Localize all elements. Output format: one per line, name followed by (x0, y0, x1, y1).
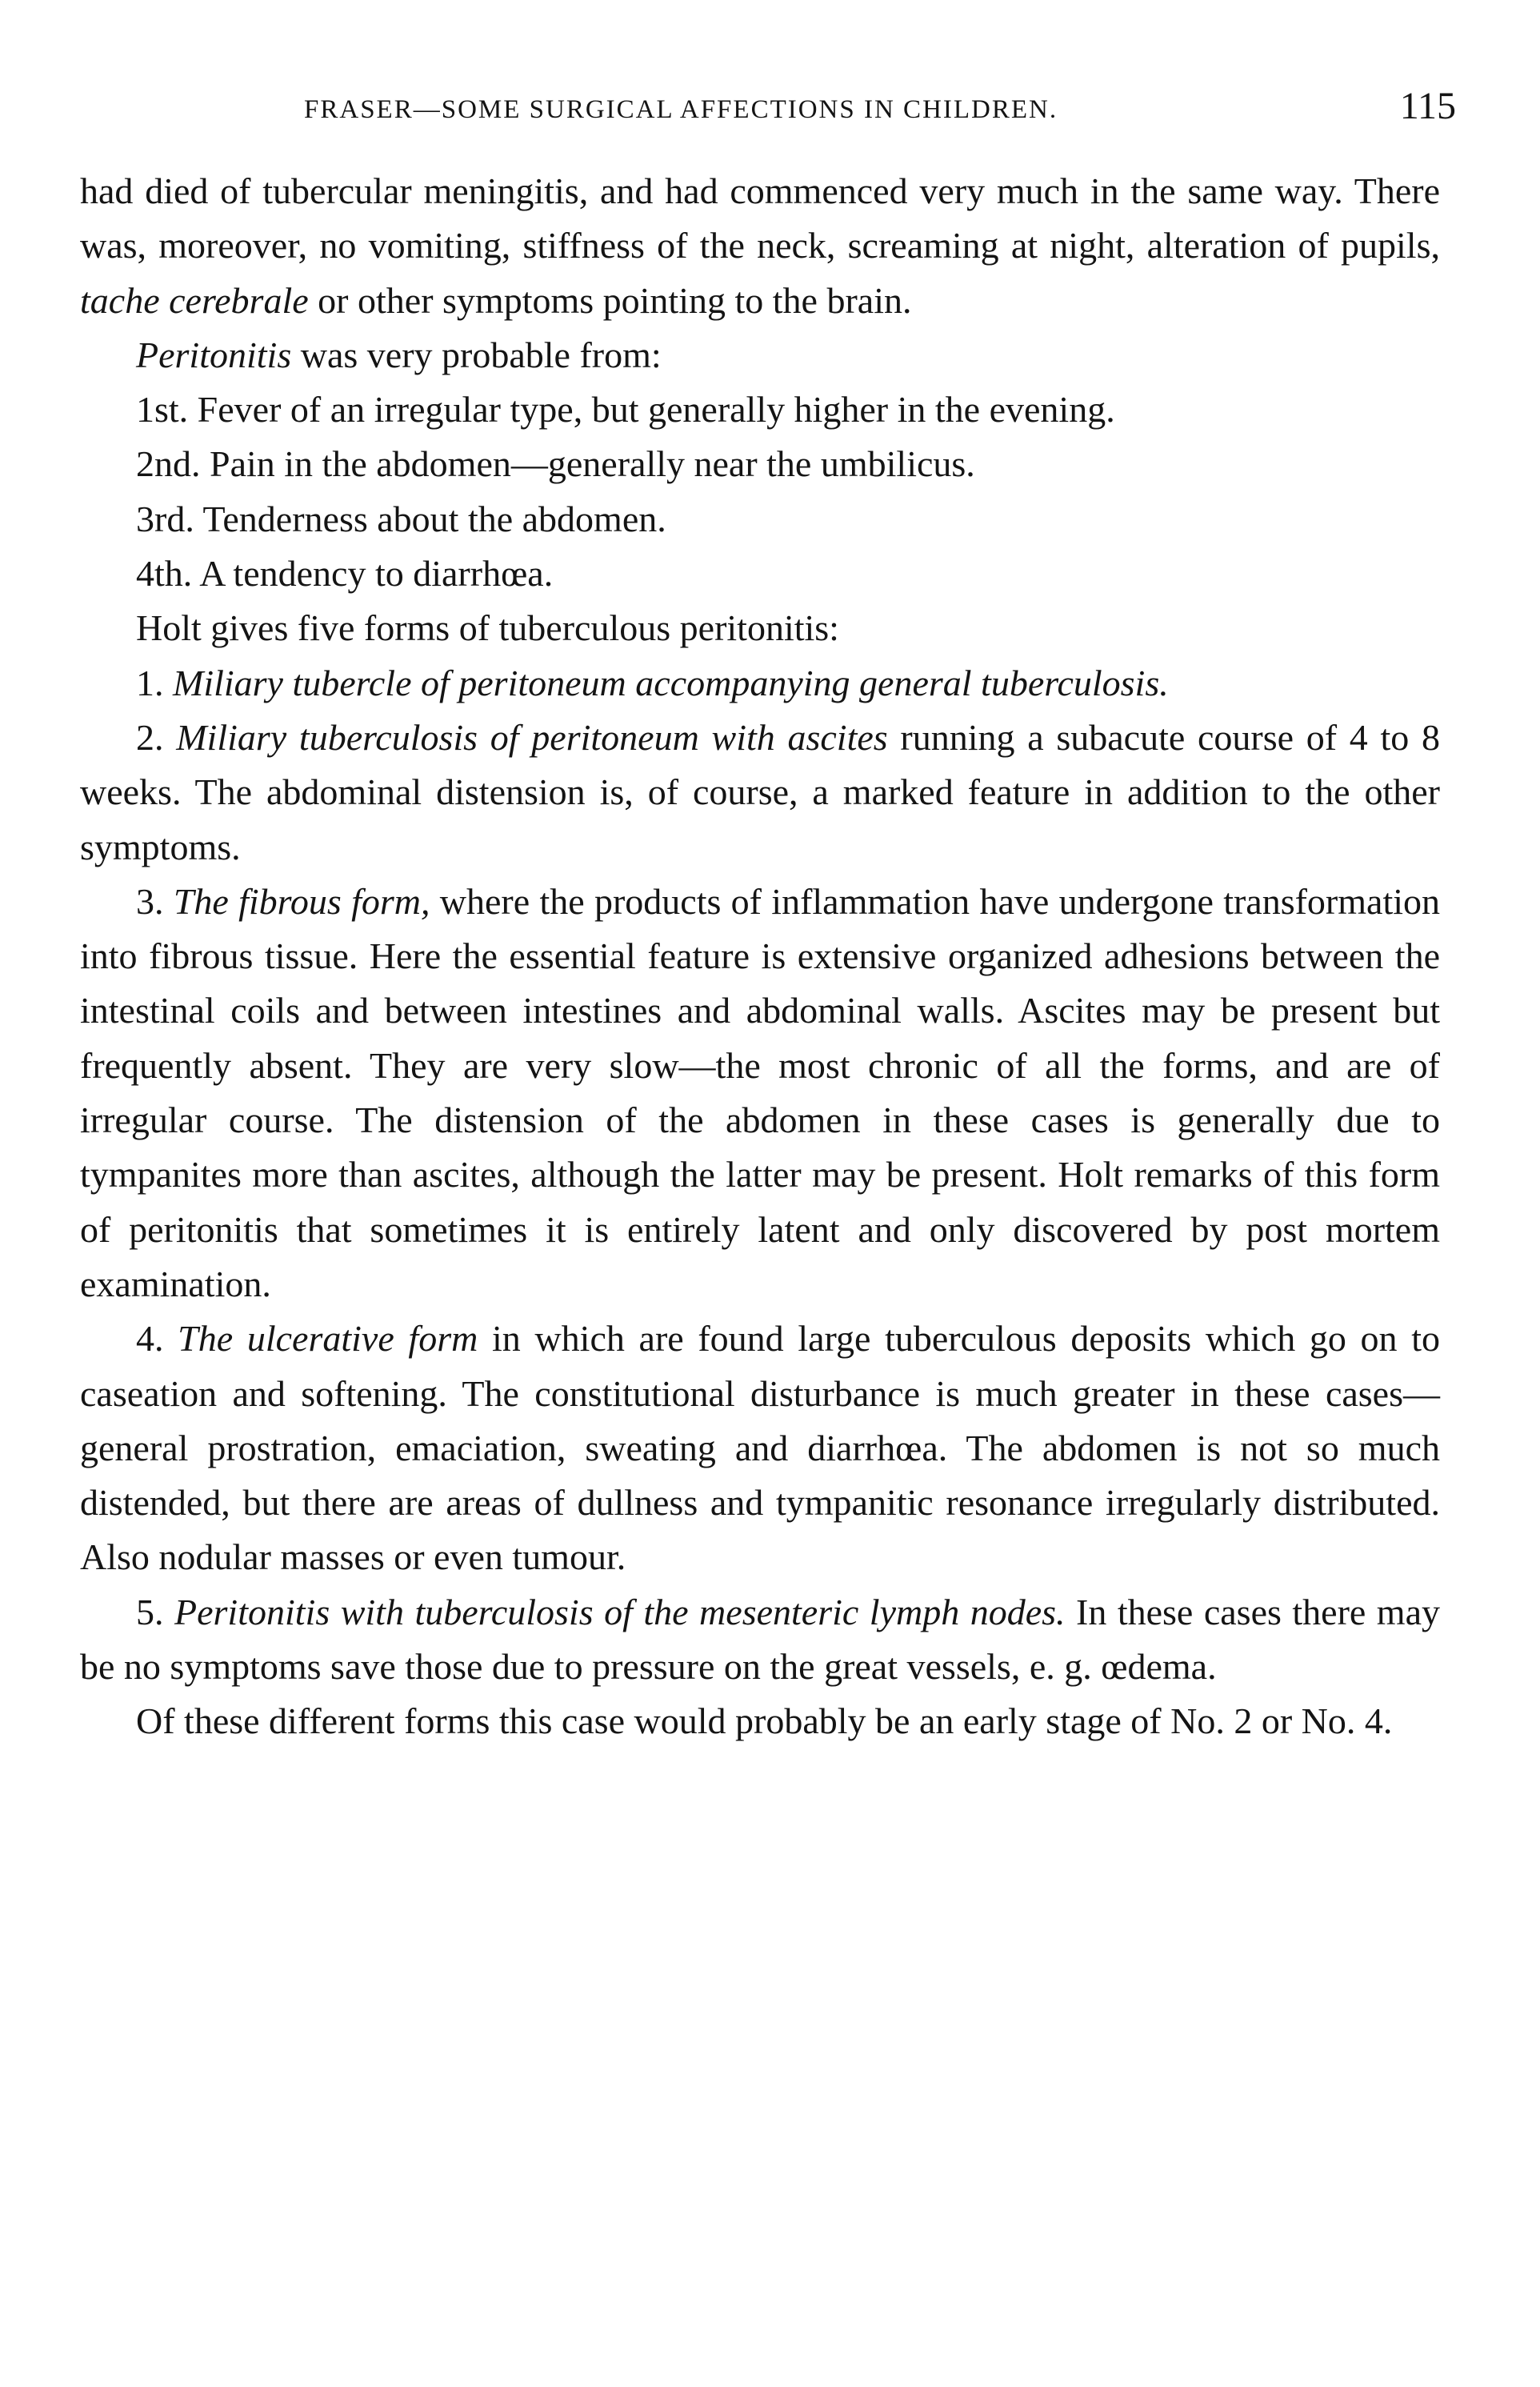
page-body (80, 164, 1440, 1749)
form-description: In these cases there may be no symptoms save those due to pressure on the great vessels, e. g. œdema. (80, 1591, 1440, 1688)
form-item-2 (80, 711, 1440, 875)
sign-item: 1st. Fever of an irregular type, but generally higher in the evening. (136, 389, 1115, 431)
paragraph-text: was very probable from: (291, 334, 662, 375)
paragraph-conclusion: Of these different forms this case would probably be an early stage of No. 2 or No. 4. (136, 1700, 1393, 1742)
form-item-5 (80, 1585, 1440, 1695)
form-description: in which are found large tuberculous deposits which go on to caseation and softening. The constitutional disturbance is much greater in these cases—general prostration, emaciation, sweating and diarrhœa. The abdomen is not so much distended, but there are areas of dullness and tympanitic resonance irregularly distributed. Also nodular masses or even tumour. (80, 1318, 1441, 1578)
form-item-1 (80, 656, 1440, 711)
form-name: The fibrous form, (173, 880, 430, 922)
paragraph-peritonitis-intro (80, 328, 1440, 382)
form-name: Peritonitis with tuberculosis of the mesenteric lymph nodes. (174, 1591, 1066, 1632)
paragraph-text: had died of tubercular meningitis, and had commenced very much in the same way. There was, moreover, no vomiting, stiffness of the neck, screaming at night, alteration of pupils, (80, 170, 1440, 266)
paragraph-text: or other symptoms pointing to the brain. (308, 279, 912, 321)
paragraph-meningitis-comparison (80, 164, 1440, 328)
form-name: Miliary tubercle of peritoneum accompanying general tuberculosis. (173, 662, 1169, 703)
running-head: FRASER—SOME SURGICAL AFFECTIONS IN CHILDREN. (304, 95, 1058, 124)
page-header (304, 84, 1456, 140)
holt-intro: Holt gives five forms of tuberculous peritonitis: (136, 607, 839, 649)
form-number: 1. (136, 662, 164, 703)
sign-item: 3rd. Tenderness about the abdomen. (136, 498, 666, 539)
form-number: 4. (136, 1318, 164, 1360)
form-number: 3. (136, 880, 164, 922)
form-item-3 (80, 875, 1440, 1312)
form-description: running a subacute course of 4 to 8 weeks. The abdominal distension is, of course, a marked feature in addition to the other symptoms. (80, 716, 1441, 867)
sign-item: 2nd. Pain in the abdomen—generally near the umbilicus. (136, 443, 975, 485)
sign-item: 4th. A tendency to diarrhœa. (136, 553, 554, 595)
page-number: 115 (1399, 85, 1456, 127)
form-number: 2. (136, 716, 164, 758)
form-item-4 (80, 1312, 1440, 1584)
italic-term: Peritonitis (136, 334, 292, 375)
form-description: where the products of inflammation have undergone transformation into fibrous tissue. Here the essential feature is extensive organized adhesions between the intestinal coils and between intestines and abdominal walls. Ascites may be present but frequently absent. They are very slow—the most chronic of all the forms, and are of irregular course. The distension of the abdomen in these cases is generally due to tympanites more than ascites, although the latter may be present. Holt remarks of this form of peritonitis that sometimes it is entirely latent and only discovered by post mortem examination. (80, 880, 1441, 1304)
form-name: Miliary tuberculosis of peritoneum with ascites (176, 716, 888, 758)
italic-term: tache cerebrale (80, 279, 309, 321)
form-number: 5. (136, 1591, 164, 1632)
form-name: The ulcerative form (178, 1318, 478, 1360)
